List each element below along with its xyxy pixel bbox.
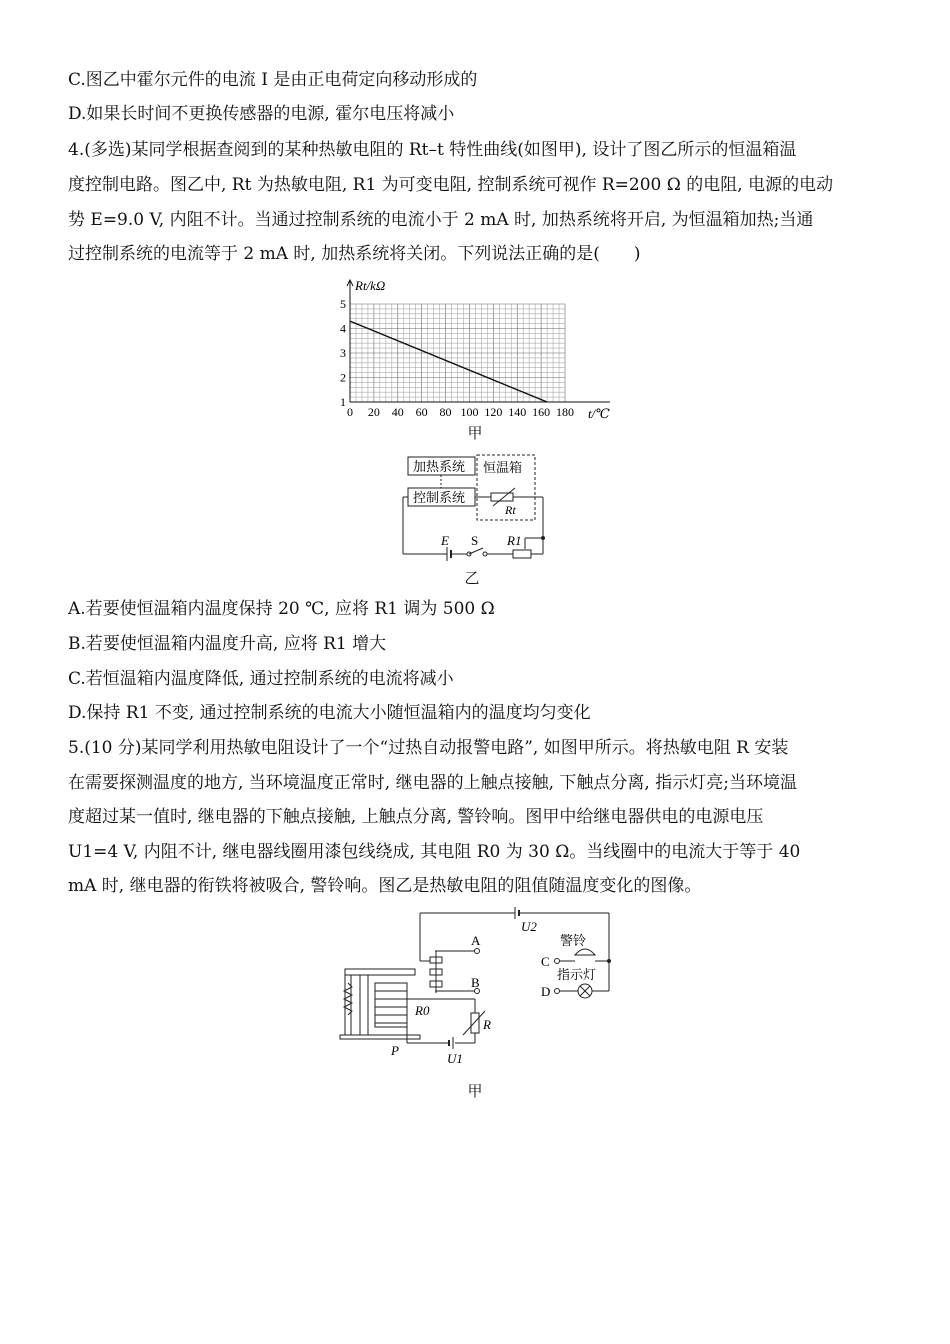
y-tick-label: 1 <box>340 395 346 409</box>
contact-a-label: A <box>471 933 481 948</box>
e-label: E <box>441 533 449 548</box>
y-tick-label: 3 <box>340 346 346 360</box>
q5-line: 5.(10 分)某同学利用热敏电阻设计了一个“过热自动报警电路”, 如图甲所示。将热敏电阻 R 安装 <box>68 738 789 758</box>
x-tick-label: 140 <box>508 405 527 419</box>
u2-label: U2 <box>521 919 537 934</box>
lamp-label: 指示灯 <box>557 967 597 982</box>
contact-c-label: C <box>541 954 550 969</box>
y-tick-label: 4 <box>340 321 346 336</box>
text-line: C.图乙中霍尔元件的电流 I 是由正电荷定向移动形成的 <box>68 70 478 90</box>
option-c: C.若恒温箱内温度降低, 通过控制系统的电流将减小 <box>68 669 454 689</box>
q4-line: 度控制电路。图乙中, Rt 为热敏电阻, R1 为可变电阻, 控制系统可视作 R=200 Ω 的电阻, 电源的电动 <box>68 175 834 195</box>
circuit-yi <box>395 450 565 570</box>
bell-label: 警铃 <box>560 933 587 948</box>
q4-line: 势 E=9.0 V, 内阻不计。当通过控制系统的电流小于 2 mA 时, 加热系统将开启, 为恒温箱加热;当通 <box>68 210 814 230</box>
fig-jia-caption-2: 甲 <box>467 1082 483 1100</box>
heating-system-label: 加热系统 <box>413 459 466 474</box>
x-tick-label: 60 <box>415 405 428 419</box>
option-a: A.若要使恒温箱内温度保持 20 ℃, 应将 R1 调为 500 Ω <box>68 599 495 619</box>
x-tick-label: 160 <box>532 405 551 419</box>
chart-x-label: t/℃ <box>588 406 610 421</box>
chart-grid <box>350 304 565 402</box>
x-tick-label: 20 <box>367 405 380 419</box>
q5-line: U1=4 V, 内阻不计, 继电器线圈用漆包线绕成, 其电阻 R0 为 30 Ω。当线圈中的电流大于等于 40 <box>68 842 801 862</box>
q5-line: 在需要探测温度的地方, 当环境温度正常时, 继电器的上触点接触, 下触点分离, 指示灯亮;当环境温 <box>68 773 797 793</box>
q4-line: 过控制系统的电流等于 2 mA 时, 加热系统将关闭。下列说法正确的是( ) <box>68 244 641 264</box>
text-line: D.如果长时间不更换传感器的电源, 霍尔电压将减小 <box>68 104 455 124</box>
s-label: S <box>471 533 479 548</box>
r1-label: R1 <box>507 533 522 548</box>
y-tick-label: 5 <box>340 297 346 311</box>
x-tick-label: 0 <box>347 405 353 419</box>
q5-line: mA 时, 继电器的衔铁将被吸合, 警铃响。图乙是热敏电阻的阻值随温度变化的图像。 <box>68 876 702 896</box>
option-d: D.保持 R1 不变, 通过控制系统的电流大小随恒温箱内的温度均匀变化 <box>68 703 591 723</box>
y-tick-label: 2 <box>340 370 346 385</box>
incubator-label: 恒温箱 <box>483 460 523 475</box>
chart-y-label: Rt/kΩ <box>355 278 386 293</box>
x-tick-label: 40 <box>391 405 404 419</box>
u1-label: U1 <box>447 1051 463 1066</box>
rt-label: Rt <box>505 503 516 517</box>
relay-p-label: P <box>391 1043 399 1058</box>
chart-x-ticks <box>347 405 574 419</box>
x-tick-label: 80 <box>439 405 452 419</box>
q4-line: 4.(多选)某同学根据查阅到的某种热敏电阻的 Rt–t 特性曲线(如图甲), 设计了图乙所示的恒温箱温 <box>68 140 797 160</box>
control-system-label: 控制系统 <box>413 490 466 505</box>
option-b: B.若要使恒温箱内温度升高, 应将 R1 增大 <box>68 634 387 654</box>
fig-jia-caption: 甲 <box>467 424 483 442</box>
circuit-jia <box>335 903 625 1073</box>
q5-line: 度超过某一值时, 继电器的下触点接触, 上触点分离, 警铃响。图甲中给继电器供电的电源电压 <box>68 807 764 827</box>
r-label: R <box>483 1017 491 1032</box>
chart-y-ticks <box>340 297 346 409</box>
x-tick-label: 180 <box>556 405 574 419</box>
contact-d-label: D <box>541 984 551 999</box>
rt-t-chart <box>320 272 620 422</box>
r0-label: R0 <box>415 1003 430 1018</box>
chart-axes <box>347 280 610 402</box>
x-tick-label: 120 <box>484 405 503 419</box>
fig-yi-caption: 乙 <box>464 569 480 587</box>
x-tick-label: 100 <box>460 405 479 419</box>
contact-b-label: B <box>471 975 480 990</box>
